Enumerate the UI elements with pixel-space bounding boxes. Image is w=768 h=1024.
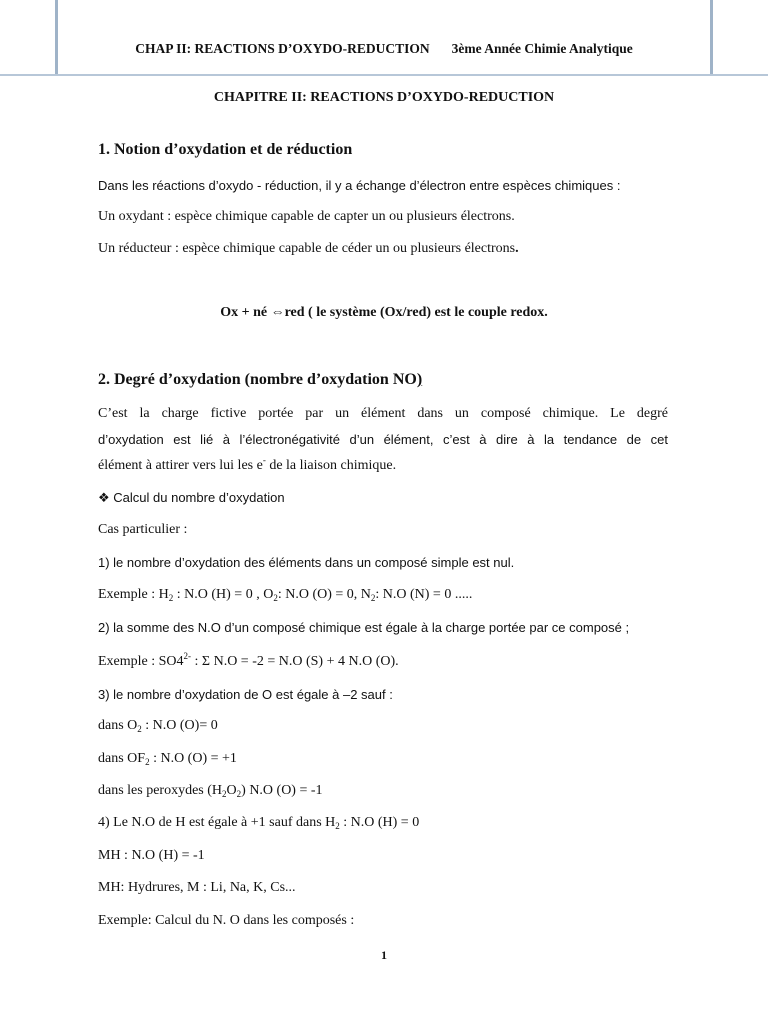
page-border-left [55,0,58,76]
of2-b: : N.O (O) = +1 [149,751,237,766]
bullet-item [98,490,285,506]
hydrures-line: MH: Hydrures, M : Li, Na, K, Cs... [98,880,296,895]
diamond-bullet-icon: ❖ [98,490,110,505]
exemple-calcul: Exemple: Calcul du N. O dans les composés : [98,913,355,928]
running-header [0,41,768,57]
section2-heading-end: ) [416,371,423,388]
ex1-sub3: 2 [370,593,376,603]
of2-sub: 2 [145,757,150,767]
ex1-sub1: 2 [168,593,174,603]
mh-case: MH : N.O (H) = -1 [98,848,205,863]
bullet-text: Calcul du nombre d’oxydation [113,490,285,505]
ex2-a: Exemple : SO4 [98,654,184,669]
section2-para-line2: d’oxydation est lié à l’électronégativité d’un élément, c’est à dire à la tendance de cet [98,432,668,447]
rule4-sub: 2 [335,821,340,831]
section2-heading-text: 2. Degré d’oxydation (nombre d’oxydation NO [98,371,417,388]
perox-a: dans les peroxydes (H [98,783,223,798]
section2-heading [98,371,422,389]
section1-p3-end: . [515,241,519,256]
page-number: 1 [381,948,387,962]
perox-sub2: 2 [236,789,242,799]
rule-3: 3) le nombre d’oxydation de O est égale à –2 sauf : [98,687,393,702]
redox-equation [0,305,768,321]
peroxydes-case [98,783,323,799]
para-line3-b: de la liaison chimique. [265,458,397,473]
section1-p1: Dans les réactions d’oxydo - réduction, il y a échange d’électron entre espèces chimiques : [98,178,621,193]
section1-p2: Un oxydant : espèce chimique capable de capter un ou plusieurs électrons. [98,209,515,224]
header-rule [0,74,768,76]
ex1-a: Exemple : H [98,587,169,602]
rule4-a: 4) Le N.O de H est égale à +1 sauf dans H [98,815,336,830]
o2-sub: 2 [137,724,142,734]
rule-4 [98,815,419,831]
o2-case [98,718,218,734]
perox-b: O [226,783,237,798]
of2-case [98,751,237,767]
section1-p3-text: Un réducteur : espèce chimique capable de céder un ou plusieurs électrons [98,241,516,256]
ex1-sub2: 2 [273,593,278,603]
electron-superscript: - [262,455,266,465]
para-line3-a: élément à attirer vers lui les e [98,458,263,473]
header-chapter: CHAP II: REACTIONS D’OXYDO-REDUCTION [135,41,430,56]
ex1-b: : N.O (H) = 0 , O [173,587,274,602]
rule4-b: : N.O (H) = 0 [339,815,420,830]
perox-c: ) N.O (O) = -1 [241,783,323,798]
ex2-sup: 2- [183,651,192,661]
ex2-b: : Σ N.O = -2 = N.O (S) + 4 N.O (O). [191,654,399,669]
example-1 [98,587,472,603]
rule-2: 2) la somme des N.O d’un composé chimique est égale à la charge portée par ce composé ; [98,620,630,635]
header-course: 3ème Année Chimie Analytique [451,41,633,56]
ex1-c: : N.O (O) = 0, N [277,587,371,602]
section1-p3 [98,241,519,257]
o2-a: dans O [98,718,138,733]
section1-heading: 1. Notion d’oxydation et de réduction [98,141,353,158]
example-2 [98,651,399,670]
rule-1: 1) le nombre d’oxydation des éléments dans un composé simple est nul. [98,555,515,570]
cas-particulier: Cas particulier : [98,522,188,537]
equation-right: red ( le système (Ox/red) est le couple redox. [284,305,548,320]
ex1-d: : N.O (N) = 0 ..... [375,587,473,602]
section2-para-line3 [98,455,397,474]
chapter-title: CHAPITRE II: REACTIONS D’OXYDO-REDUCTION [213,90,555,105]
o2-b: : N.O (O)= 0 [141,718,218,733]
perox-sub1: 2 [222,789,227,799]
double-arrow-icon: ⇔ [270,305,285,320]
of2-a: dans OF [98,751,146,766]
equation-left: Ox + né [220,305,271,320]
section2-para-line1: C’est la charge fictive portée par un élément dans un composé chimique. Le degré [98,406,668,421]
page-border-right [710,0,713,76]
